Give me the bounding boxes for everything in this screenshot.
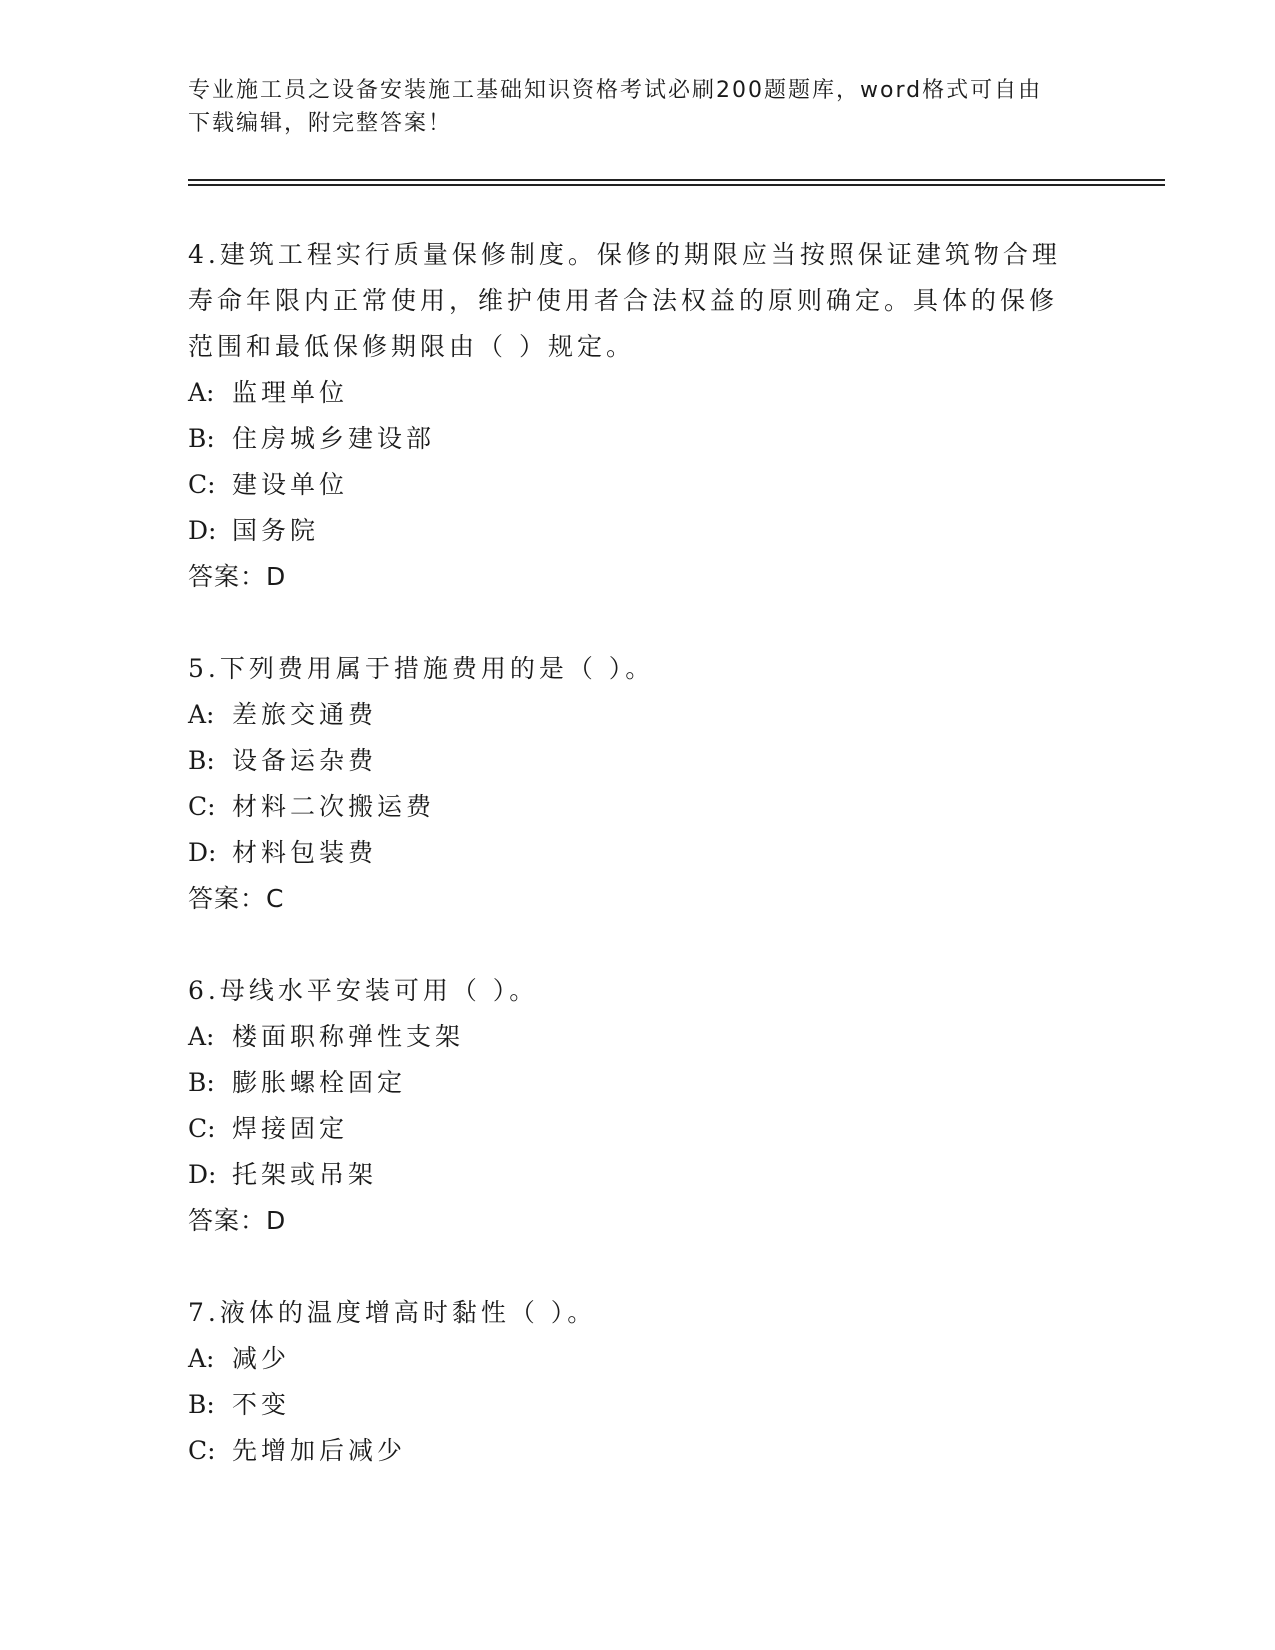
option-c bbox=[188, 1428, 1068, 1474]
option-letter: A: bbox=[188, 1344, 215, 1373]
option-text: 托架或吊架 bbox=[232, 1160, 378, 1189]
header-divider-top bbox=[188, 179, 1165, 181]
option-text: 国务院 bbox=[232, 516, 320, 545]
option-a bbox=[188, 1014, 1068, 1060]
option-letter: A: bbox=[188, 1022, 215, 1051]
answer-text: 答案：D bbox=[188, 1206, 287, 1235]
answer-text: 答案：C bbox=[188, 884, 285, 913]
option-text: 焊接固定 bbox=[232, 1114, 349, 1143]
question-text: 6.母线水平安装可用（ ）。 bbox=[188, 976, 539, 1005]
option-text: 先增加后减少 bbox=[232, 1436, 407, 1465]
option-b bbox=[188, 1382, 1068, 1428]
option-letter: B: bbox=[188, 746, 215, 775]
question-text: 4.建筑工程实行质量保修制度。保修的期限应当按照保证建筑物合理寿命年限内正常使用，维护使用者合法权益的原则确定。具体的保修范围和最低保修期限由（ ）规定。 bbox=[188, 240, 1061, 361]
option-text: 设备运杂费 bbox=[232, 746, 378, 775]
option-text: 减少 bbox=[232, 1344, 291, 1373]
option-text: 膨胀螺栓固定 bbox=[232, 1068, 407, 1097]
option-text: 建设单位 bbox=[232, 470, 349, 499]
question-text: 5.下列费用属于措施费用的是（ ）。 bbox=[188, 654, 655, 683]
option-letter: B: bbox=[188, 424, 215, 453]
option-text: 不变 bbox=[232, 1390, 291, 1419]
option-a bbox=[188, 370, 1068, 416]
option-letter: B: bbox=[188, 1068, 215, 1097]
option-c bbox=[188, 1106, 1068, 1152]
option-b bbox=[188, 416, 1068, 462]
option-text: 材料包装费 bbox=[232, 838, 378, 867]
option-letter: A: bbox=[188, 700, 215, 729]
question-text: 7.液体的温度增高时黏性（ ）。 bbox=[188, 1298, 597, 1327]
option-d bbox=[188, 508, 1068, 554]
option-letter: C: bbox=[188, 792, 216, 821]
option-text: 监理单位 bbox=[232, 378, 349, 407]
option-text: 差旅交通费 bbox=[232, 700, 378, 729]
option-c bbox=[188, 462, 1068, 508]
option-letter: D: bbox=[188, 516, 217, 545]
question-7 bbox=[188, 1290, 1068, 1474]
header-divider-bottom bbox=[188, 184, 1165, 186]
document-header bbox=[188, 74, 1088, 140]
option-letter: C: bbox=[188, 1114, 216, 1143]
question-6 bbox=[188, 968, 1068, 1244]
option-letter: C: bbox=[188, 470, 216, 499]
option-letter: D: bbox=[188, 838, 217, 867]
option-a bbox=[188, 1336, 1068, 1382]
option-b bbox=[188, 738, 1068, 784]
option-b bbox=[188, 1060, 1068, 1106]
option-text: 材料二次搬运费 bbox=[232, 792, 436, 821]
option-letter: A: bbox=[188, 378, 215, 407]
option-letter: C: bbox=[188, 1436, 216, 1465]
header-title-line-2: 下载编辑，附完整答案！ bbox=[188, 111, 453, 136]
option-a bbox=[188, 692, 1068, 738]
question-5 bbox=[188, 646, 1068, 922]
option-d bbox=[188, 1152, 1068, 1198]
option-d bbox=[188, 830, 1068, 876]
header-title-line-1: 专业施工员之设备安装施工基础知识资格考试必刷200题题库，word格式可自由 bbox=[188, 78, 1043, 103]
option-text: 楼面职称弹性支架 bbox=[232, 1022, 465, 1051]
option-letter: B: bbox=[188, 1390, 215, 1419]
option-letter: D: bbox=[188, 1160, 217, 1189]
answer-text: 答案：D bbox=[188, 562, 287, 591]
option-text: 住房城乡建设部 bbox=[232, 424, 436, 453]
question-4 bbox=[188, 232, 1068, 600]
option-c bbox=[188, 784, 1068, 830]
question-list bbox=[188, 232, 1068, 1520]
